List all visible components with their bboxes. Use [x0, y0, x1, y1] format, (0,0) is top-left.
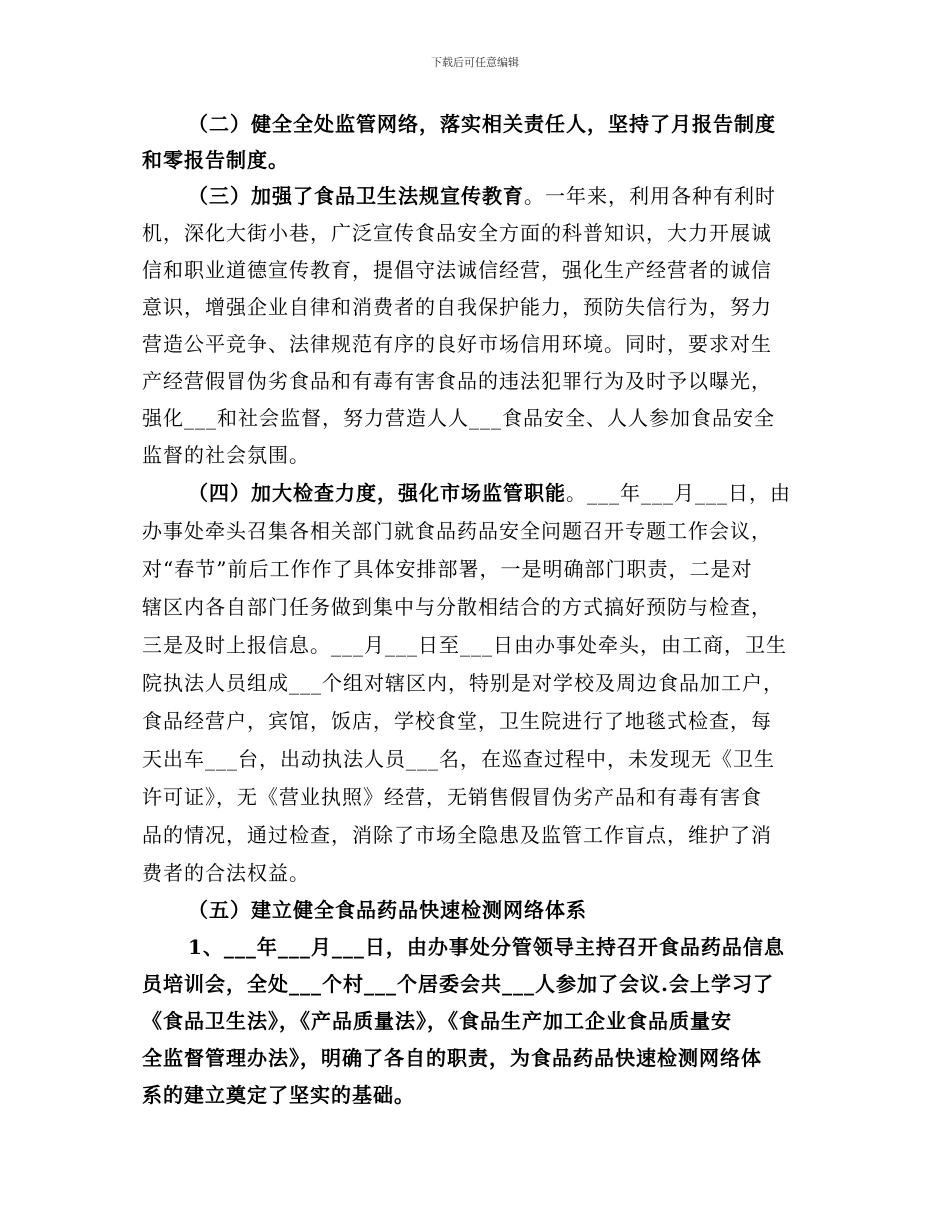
- section-4-first-line: [142, 474, 810, 512]
- text-line: 食品经营户，宾馆，饭店，学校食堂，卫生院进行了地毯式检查，每: [142, 709, 772, 733]
- text-line: （二）健全全处监管网络，落实相关责任人，坚持了月报告制度: [188, 112, 776, 136]
- text-line: 监督的社会氛围。: [142, 443, 310, 467]
- text-line: 全监督管理办法》，明确了各自的职责，为食品药品快速检测网络体: [142, 1046, 762, 1070]
- text-line: 营造公平竞争、法律规范有序的良好市场信用环境。同时，要求对生: [142, 332, 772, 356]
- text-line: 天出车___台，出动执法人员___名，在巡查过程中，未发现无《卫生: [142, 747, 775, 771]
- text-line: 许可证》，无《营业执照》经营，无销售假冒伪劣产品和有毒有害食: [142, 785, 762, 809]
- section-2-paragraph: [142, 106, 810, 178]
- text-line: 强化___和社会监督，努力营造人人___食品安全、人人参加食品安全: [142, 406, 775, 430]
- text-line: 信和职业道德宣传教育，提倡守法诚信经营，强化生产经营者的诚信: [142, 258, 772, 282]
- text-run: 。___年___月___日，由: [566, 481, 791, 505]
- section-4-paragraph: [142, 474, 810, 892]
- text-line: 意识，增强企业自律和消费者的自我保护能力，预防失信行为，努力: [142, 295, 772, 319]
- section-5-paragraph: [142, 892, 810, 1114]
- text-line: 对“春节”前后工作作了具体安排部署，一是明确部门职责，二是对: [142, 557, 753, 581]
- section-3-first-line: [142, 178, 810, 215]
- text-line: 机，深化大街小巷，广泛宣传食品安全方面的科普知识，大力开展诚: [142, 221, 772, 245]
- text-line: 院执法人员组成___个组对辖区内，特别是对学校及周边食品加工户，: [142, 671, 784, 695]
- section-3-heading: （三）加强了食品卫生法规宣传教育: [188, 184, 524, 208]
- text-line: 产经营假冒伪劣食品和有毒有害食品的违法犯罪行为及时予以曝光，: [142, 369, 772, 393]
- text-run: 。一年来，利用各种有利时: [524, 184, 776, 208]
- text-line: 员培训会，全处___个村___个居委会共___人参加了会议.会上学习了: [142, 972, 774, 996]
- text-line: 1、___年___月___日，由办事处分管领导主持召开食品药品信息: [188, 935, 785, 959]
- text-line: 系的建立奠定了坚实的基础。: [142, 1083, 415, 1107]
- text-line: 三是及时上报信息。___月___日至___日由办事处牵头，由工商，卫生: [142, 633, 787, 657]
- text-line: 品的情况，通过检查，消除了市场全隐患及监管工作盲点，维护了消: [142, 823, 772, 847]
- section-3-paragraph: [142, 178, 810, 474]
- text-line: 和零报告制度。: [142, 148, 289, 172]
- section-4-heading: （四）加大检查力度，强化市场监管职能: [188, 481, 566, 505]
- section-5-heading: （五）建立健全食品药品快速检测网络体系: [188, 898, 587, 922]
- text-line: 费者的合法权益。: [142, 861, 310, 885]
- page-header: 下载后可任意编辑: [431, 56, 519, 69]
- text-line: 《食品卫生法》，《产品质量法》，《食品生产加工企业食品质量安: [142, 1009, 732, 1033]
- text-line: 辖区内各自部门任务做到集中与分散相结合的方式搞好预防与检查，: [142, 595, 772, 619]
- document-body: [142, 106, 810, 1114]
- text-line: 办事处牵头召集各相关部门就食品药品安全问题召开专题工作会议，: [142, 519, 772, 543]
